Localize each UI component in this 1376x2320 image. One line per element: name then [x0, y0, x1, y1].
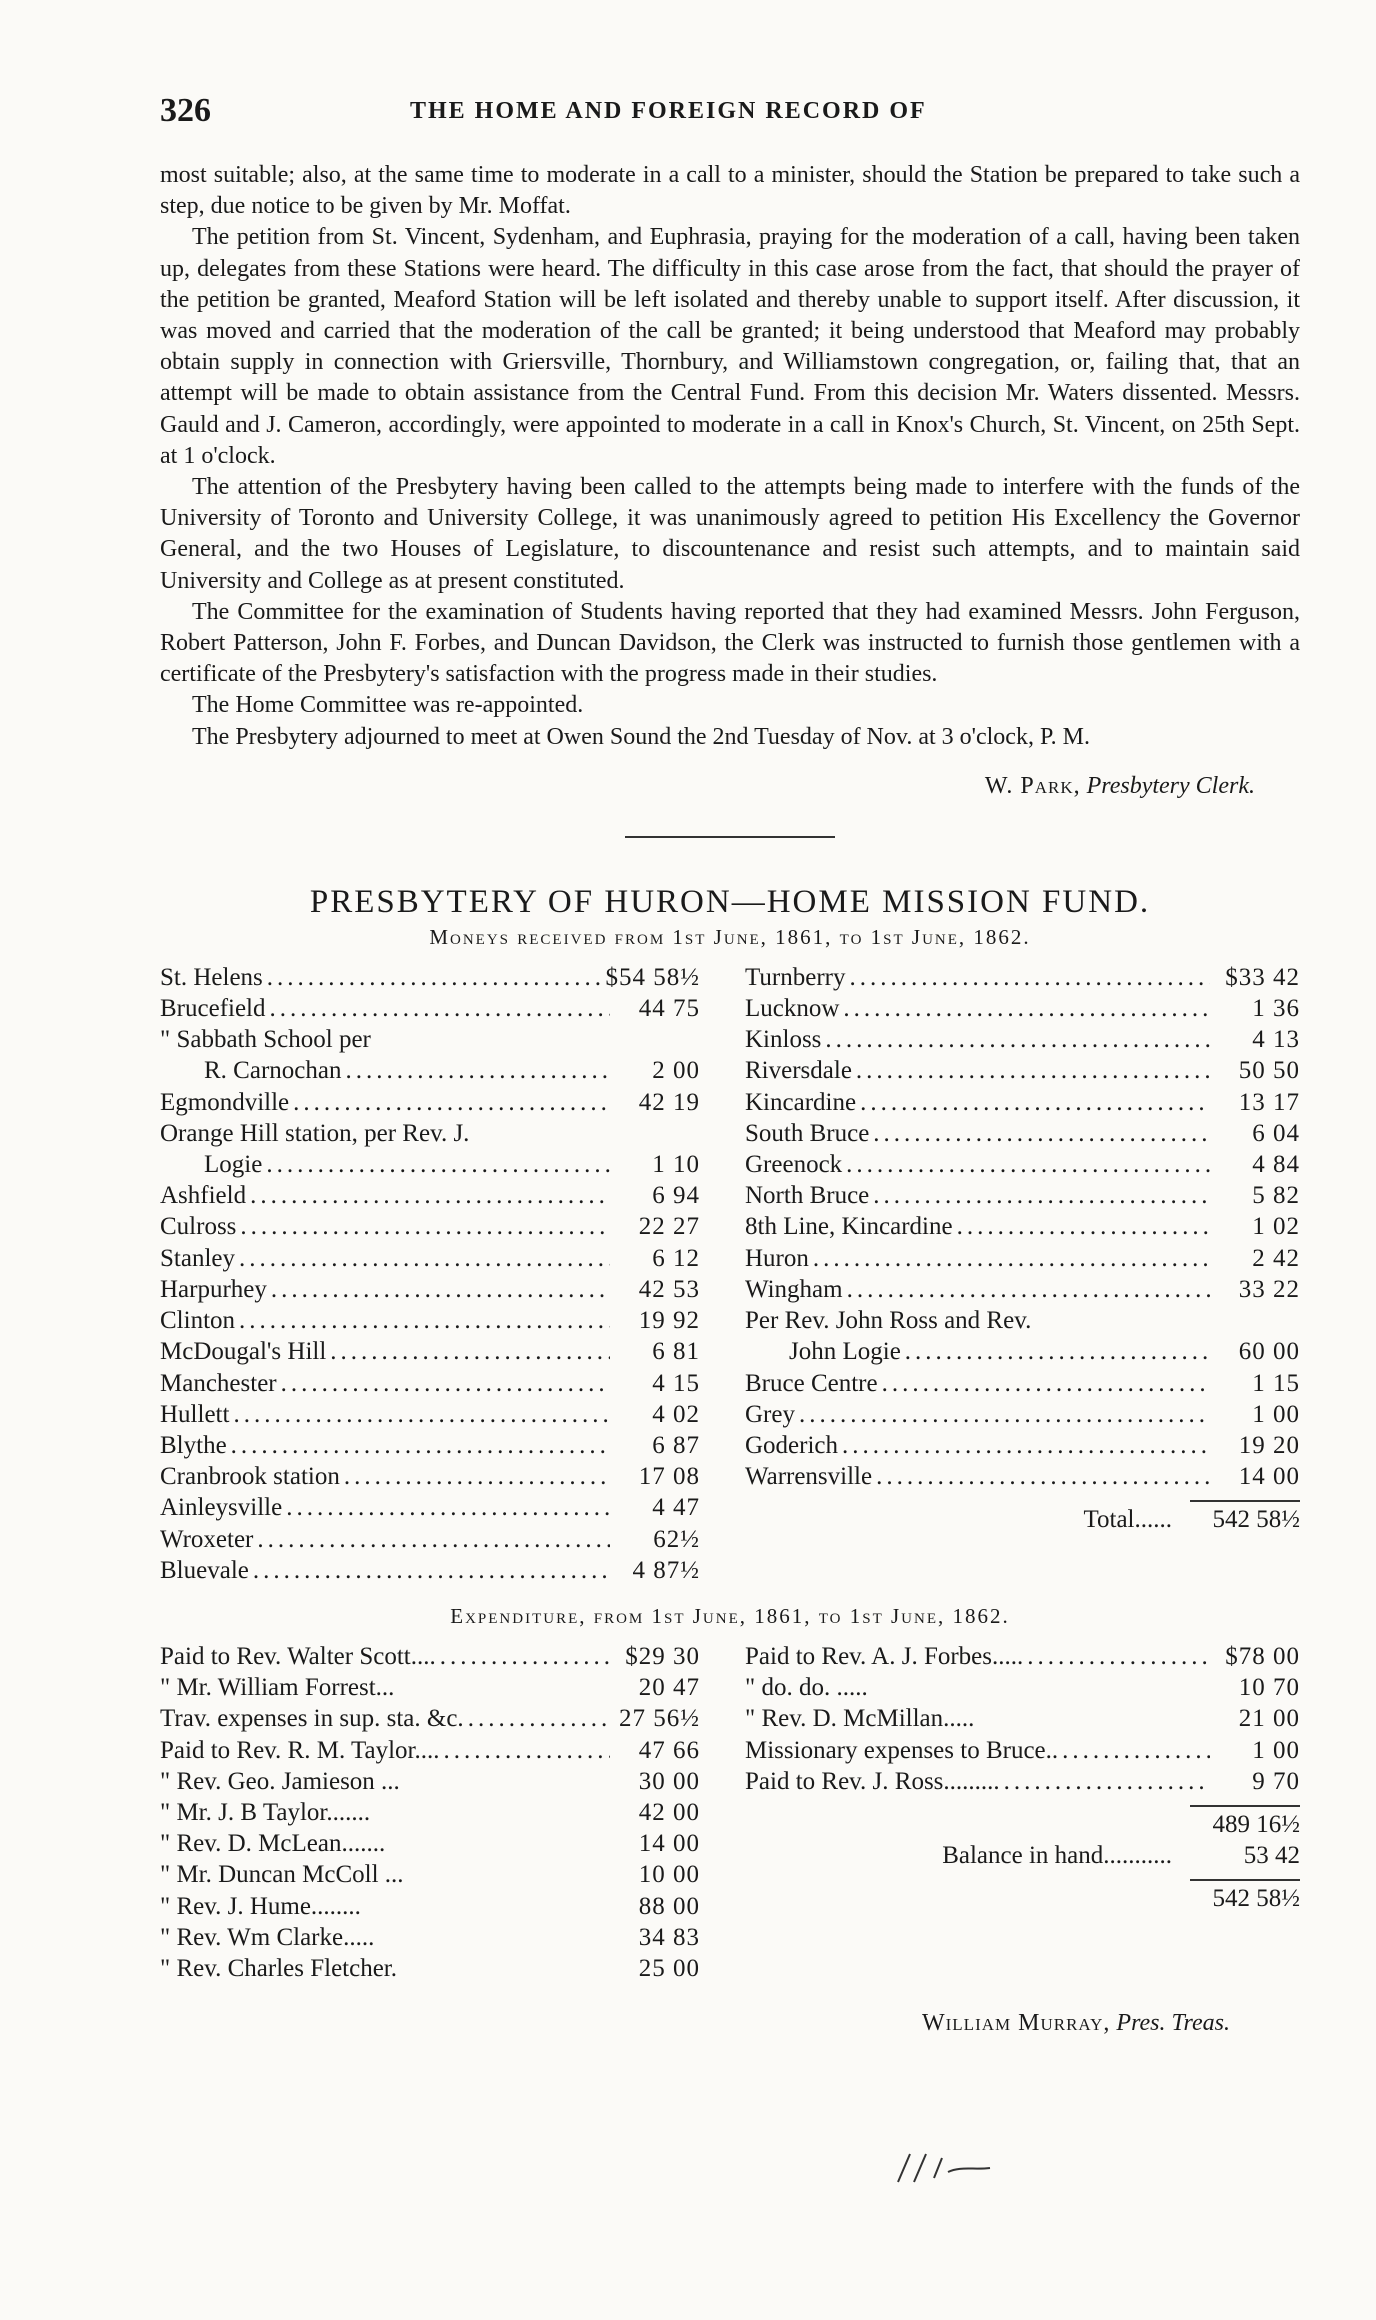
- expenditure-row: [745, 1766, 1300, 1797]
- entry-amount: 25 00: [638, 1954, 700, 1982]
- entry-name: " Mr. William Forrest...: [160, 1674, 395, 1702]
- entry-name: Riversdale: [745, 1057, 852, 1085]
- dot-leader: [233, 1399, 610, 1430]
- entry-name: Turnberry: [745, 963, 846, 991]
- entry-name: Per Rev. John Ross and Rev.: [745, 1307, 1032, 1335]
- entry-amount: 4 84: [1252, 1151, 1300, 1179]
- receipt-row: [745, 962, 1300, 993]
- entry-name: " Rev. J. Hume........: [160, 1892, 361, 1920]
- page: [160, 92, 1300, 2037]
- clerk-name: W. Park,: [984, 772, 1081, 799]
- entry-name: Ashfield: [160, 1182, 247, 1210]
- entry-amount: 47 66: [638, 1736, 700, 1764]
- receipt-row: [160, 1555, 700, 1586]
- entry-amount: 1 15: [1252, 1369, 1300, 1397]
- dot-leader: [860, 1087, 1210, 1118]
- total-label: Total......: [1083, 1506, 1172, 1534]
- entry-name: Grey: [745, 1400, 795, 1428]
- entry-amount: 22 27: [638, 1213, 700, 1241]
- entry-name: Wroxeter: [160, 1525, 254, 1553]
- entry-name: Paid to Rev. Walter Scott....: [160, 1642, 436, 1670]
- dot-leader: [873, 1180, 1210, 1211]
- dot-leader: [468, 1703, 610, 1734]
- clerk-title: Presbytery Clerk.: [1086, 772, 1255, 799]
- entry-name: Lucknow: [745, 995, 840, 1023]
- paragraph: The petition from St. Vincent, Sydenham, and Euphrasia, praying for the moderation of a call, having been taken up, delegates from these Stations were heard. The difficulty in this case arose from the fact, that should the prayer of the petition be granted, Meaford Station will be left isolated and thereby unable to support itself. After discussion, it was moved and carried that the moderation of the call be granted; it being understood that Meaford may probably obtain supply in connection with Griersville, Thornbury, and Williamstown congregation, or, failing that, that an attempt will be made to obtain assistance from the Central Fund. From this decision Mr. Waters dissented. Messrs. Gauld and J. Cameron, accordingly, were appointed to moderate in a call in Knox's Church, St. Vincent, on 25th Sept. at 1 o'clock.: [160, 224, 1300, 469]
- entry-name: Orange Hill station, per Rev. J.: [160, 1119, 470, 1147]
- paragraph: The Committee for the examination of Students having reported that they had examined Messrs. John Ferguson, Robert Patterson, John F. Forbes, and Duncan Davidson, the Clerk was instructed to furnish those gentlemen with a certificate of the Presbytery's satisfaction with the progress made in their studies.: [160, 598, 1300, 688]
- entry-name: " Rev. D. McLean.......: [160, 1830, 386, 1858]
- expenditure-row: [160, 1672, 700, 1703]
- expenditure-row: [160, 1953, 700, 1984]
- entry-name: Trav. expenses in sup. sta. &c.: [160, 1705, 464, 1733]
- entry-amount: 1 10: [652, 1151, 700, 1179]
- dot-leader: [856, 1055, 1210, 1086]
- entry-amount: 6 12: [652, 1244, 700, 1272]
- entry-amount: 42 53: [638, 1275, 700, 1303]
- expenditure-row: [160, 1641, 700, 1672]
- dot-leader: [239, 1243, 610, 1274]
- receipt-row: [160, 1524, 700, 1555]
- running-head: [160, 92, 1300, 146]
- entry-amount: 1 02: [1252, 1213, 1300, 1241]
- entry-name: Paid to Rev. A. J. Forbes.....: [745, 1642, 1024, 1670]
- entry-amount: 1 00: [1252, 1400, 1300, 1428]
- balance-label: Balance in hand...........: [942, 1842, 1172, 1870]
- dot-leader: [271, 1274, 610, 1305]
- receipt-row: [745, 1087, 1300, 1118]
- expenditure-total-row: [745, 1883, 1300, 1914]
- entry-amount: $54 58½: [605, 963, 700, 991]
- receipt-row: [745, 1305, 1300, 1336]
- receipt-row: [745, 1461, 1300, 1492]
- entry-amount: 6 81: [652, 1338, 700, 1366]
- entry-name: Blythe: [160, 1431, 227, 1459]
- entry-amount: 30 00: [638, 1767, 700, 1795]
- entry-name: Brucefield: [160, 995, 266, 1023]
- dot-leader: [847, 1274, 1210, 1305]
- receipt-row: [745, 1399, 1300, 1430]
- entry-amount: 17 08: [638, 1463, 700, 1491]
- receipt-row: [160, 1149, 700, 1180]
- entry-name: 8th Line, Kincardine: [745, 1213, 953, 1241]
- minutes-text: [160, 160, 1300, 753]
- entry-name: " Mr. J. B Taylor.......: [160, 1798, 371, 1826]
- receipt-row: [160, 1399, 700, 1430]
- entry-amount: 33 22: [1238, 1275, 1300, 1303]
- entry-name: Hullett: [160, 1400, 230, 1428]
- balance-amount: 53 42: [1243, 1842, 1300, 1870]
- receipt-row: [160, 1118, 700, 1149]
- treasurer-title: Pres. Treas.: [1116, 2010, 1230, 2037]
- balance-row: [745, 1840, 1300, 1871]
- entry-name: " Rev. Geo. Jamieson ...: [160, 1767, 400, 1795]
- entry-name: John Logie: [789, 1338, 901, 1366]
- receipt-row: [160, 1305, 700, 1336]
- entry-name: R. Carnochan: [204, 1057, 342, 1085]
- dot-leader: [882, 1368, 1210, 1399]
- entry-amount: 1 00: [1252, 1736, 1300, 1764]
- dot-leader: [905, 1336, 1210, 1367]
- entry-name: Kinloss: [745, 1026, 822, 1054]
- dot-leader: [846, 1149, 1210, 1180]
- expenditure-subtotal-row: [745, 1809, 1300, 1840]
- dot-leader: [876, 1461, 1210, 1492]
- entry-amount: 5 82: [1252, 1182, 1300, 1210]
- entry-name: Harpurhey: [160, 1275, 267, 1303]
- dot-leader: [240, 1211, 610, 1242]
- dot-leader: [440, 1641, 610, 1672]
- entry-amount: $29 30: [625, 1642, 700, 1670]
- entry-name: Missionary expenses to Bruce..: [745, 1736, 1059, 1764]
- entry-amount: 6 94: [652, 1182, 700, 1210]
- entry-amount: 4 15: [652, 1369, 700, 1397]
- entry-name: South Bruce: [745, 1119, 870, 1147]
- receipt-row: [745, 1211, 1300, 1242]
- entry-amount: 4 87½: [632, 1556, 700, 1584]
- receipt-row: [160, 1055, 700, 1086]
- paragraph: The Home Committee was re-appointed.: [192, 692, 584, 719]
- entry-name: Egmondville: [160, 1088, 290, 1116]
- entry-amount: 27 56½: [619, 1705, 700, 1733]
- entry-name: Ainleysville: [160, 1494, 283, 1522]
- entry-amount: 42 00: [638, 1798, 700, 1826]
- receipt-row: [160, 1274, 700, 1305]
- entry-amount: 88 00: [638, 1892, 700, 1920]
- dot-leader: [444, 1735, 610, 1766]
- dot-leader: [330, 1336, 610, 1367]
- dot-leader: [1004, 1766, 1210, 1797]
- dot-leader: [957, 1211, 1210, 1242]
- receipt-row: [745, 1243, 1300, 1274]
- total-amount: 542 58½: [1212, 1506, 1300, 1534]
- entry-name: Wingham: [745, 1275, 843, 1303]
- entry-name: Huron: [745, 1244, 809, 1272]
- expenditure-row: [160, 1766, 700, 1797]
- dot-leader: [266, 1149, 610, 1180]
- receipt-row: [160, 1368, 700, 1399]
- entry-name: " do. do. .....: [745, 1674, 868, 1702]
- entry-name: Logie: [204, 1151, 263, 1179]
- expenditure-row: [745, 1703, 1300, 1734]
- subtotal-amount: 489 16½: [1212, 1810, 1300, 1838]
- receipt-row: [160, 1024, 700, 1055]
- receipts-left-column: [160, 962, 700, 1586]
- entry-name: " Rev. D. McMillan.....: [745, 1705, 975, 1733]
- paragraph: most suitable; also, at the same time to moderate in a call to a minister, should the Station be prepared to take such a step, due notice to be given by Mr. Moffat.: [160, 162, 1300, 220]
- entry-amount: $33 42: [1225, 963, 1300, 991]
- entry-amount: 9 70: [1252, 1767, 1300, 1795]
- entry-amount: 50 50: [1238, 1057, 1300, 1085]
- receipts-total-row: [745, 1504, 1300, 1535]
- entry-amount: 14 00: [638, 1830, 700, 1858]
- expenditure-row: [745, 1735, 1300, 1766]
- dot-leader: [345, 1055, 610, 1086]
- entry-amount: 4 02: [652, 1400, 700, 1428]
- expenditure-table: [160, 1641, 1300, 1984]
- entry-amount: 14 00: [1238, 1463, 1300, 1491]
- dot-leader: [270, 993, 610, 1024]
- dot-leader: [344, 1461, 610, 1492]
- entry-name: Bluevale: [160, 1556, 249, 1584]
- dot-leader: [873, 1118, 1210, 1149]
- total-rule: [745, 1500, 1300, 1502]
- entry-name: St. Helens: [160, 963, 263, 991]
- entry-name: Warrensville: [745, 1463, 873, 1491]
- entry-name: " Rev. Wm Clarke.....: [160, 1923, 375, 1951]
- expenditure-row: [160, 1828, 700, 1859]
- entry-amount: 19 20: [1238, 1431, 1300, 1459]
- receipt-row: [160, 1243, 700, 1274]
- entry-name: North Bruce: [745, 1182, 870, 1210]
- dot-leader: [1027, 1641, 1210, 1672]
- expenditure-row: [160, 1797, 700, 1828]
- dot-leader: [239, 1305, 610, 1336]
- dot-leader: [293, 1087, 610, 1118]
- expenditure-row: [160, 1735, 700, 1766]
- entry-name: Stanley: [160, 1244, 235, 1272]
- dot-leader: [281, 1368, 610, 1399]
- dot-leader: [799, 1399, 1210, 1430]
- receipt-row: [160, 1336, 700, 1367]
- expenditure-left-column: [160, 1641, 700, 1984]
- entry-name: Manchester: [160, 1369, 277, 1397]
- receipt-row: [745, 1055, 1300, 1086]
- subtotal-rule: [745, 1805, 1300, 1807]
- entry-amount: 60 00: [1238, 1338, 1300, 1366]
- entry-amount: 2 42: [1252, 1244, 1300, 1272]
- receipt-row: [745, 1118, 1300, 1149]
- entry-amount: 10 70: [1238, 1674, 1300, 1702]
- expenditure-row: [745, 1641, 1300, 1672]
- expenditure-row: [160, 1922, 700, 1953]
- receipts-table: [160, 962, 1300, 1586]
- receipt-row: [745, 1024, 1300, 1055]
- entry-amount: 6 87: [652, 1431, 700, 1459]
- entry-name: Bruce Centre: [745, 1369, 878, 1397]
- entry-amount: 34 83: [638, 1923, 700, 1951]
- receipt-row: [160, 962, 700, 993]
- entry-amount: 19 92: [638, 1307, 700, 1335]
- entry-amount: 4 13: [1252, 1026, 1300, 1054]
- receipt-row: [745, 1430, 1300, 1461]
- receipt-row: [745, 1274, 1300, 1305]
- receipt-row: [160, 1180, 700, 1211]
- entry-name: Cranbrook station: [160, 1463, 340, 1491]
- dot-leader: [849, 962, 1210, 993]
- entry-name: Clinton: [160, 1307, 236, 1335]
- entry-amount: 6 04: [1252, 1119, 1300, 1147]
- receipt-row: [160, 1087, 700, 1118]
- grand-total-rule: [745, 1879, 1300, 1881]
- clerk-signature: [160, 773, 1300, 800]
- expenditure-row: [160, 1703, 700, 1734]
- entry-name: McDougal's Hill: [160, 1338, 327, 1366]
- dot-leader: [825, 1024, 1210, 1055]
- entry-amount: 13 17: [1238, 1088, 1300, 1116]
- entry-amount: 4 47: [652, 1494, 700, 1522]
- receipt-row: [160, 1211, 700, 1242]
- entry-amount: 62½: [653, 1525, 700, 1553]
- expenditure-heading: Expenditure, from 1st June, 1861, to 1st June, 1862.: [450, 1603, 1010, 1628]
- dot-leader: [813, 1243, 1210, 1274]
- entry-name: " Rev. Charles Fletcher.: [160, 1954, 397, 1982]
- dot-leader: [253, 1555, 610, 1586]
- dot-leader: [267, 962, 602, 993]
- entry-name: Culross: [160, 1213, 237, 1241]
- receipt-row: [745, 993, 1300, 1024]
- entry-amount: 1 36: [1252, 995, 1300, 1023]
- receipt-row: [160, 1492, 700, 1523]
- receipt-row: [160, 993, 700, 1024]
- entry-amount: 42 19: [638, 1088, 700, 1116]
- expenditure-total-amount: 542 58½: [1212, 1885, 1300, 1913]
- receipt-row: [745, 1368, 1300, 1399]
- treasurer-name: William Murray,: [921, 2010, 1111, 2037]
- entry-name: Paid to Rev. R. M. Taylor....: [160, 1736, 440, 1764]
- dot-leader: [231, 1430, 610, 1461]
- expenditure-row: [160, 1859, 700, 1890]
- receipt-row: [745, 1149, 1300, 1180]
- entry-name: Kincardine: [745, 1088, 857, 1116]
- paragraph: The attention of the Presbytery having been called to the attempts being made to interfere with the funds of the University of Toronto and University College, it was unanimously agreed to petition His Excellency the Governor General, and the two Houses of Legislature, to discountenance and resist such attempts, and to maintain said University and College as at present constituted.: [160, 474, 1300, 594]
- receipt-row: [745, 1180, 1300, 1211]
- treasurer-signature: [160, 2010, 1300, 2037]
- entry-name: " Mr. Duncan McColl ...: [160, 1861, 404, 1889]
- dot-leader: [286, 1492, 610, 1523]
- dot-leader: [257, 1524, 610, 1555]
- dot-leader: [250, 1180, 610, 1211]
- entry-name: " Sabbath School per: [160, 1026, 371, 1054]
- entry-amount: $78 00: [1225, 1642, 1300, 1670]
- entry-name: Goderich: [745, 1431, 839, 1459]
- page-number: 326: [160, 92, 211, 129]
- section-title: PRESBYTERY OF HURON—HOME MISSION FUND.: [309, 883, 1151, 920]
- expenditure-row: [745, 1672, 1300, 1703]
- receipt-row: [160, 1461, 700, 1492]
- expenditure-row: [160, 1891, 700, 1922]
- receipts-heading: Moneys received from 1st June, 1861, to 1st June, 1862.: [429, 924, 1031, 949]
- dot-leader: [843, 993, 1210, 1024]
- paragraph: The Presbytery adjourned to meet at Owen Sound the 2nd Tuesday of Nov. at 3 o'clock, P. M.: [192, 723, 1090, 750]
- section-divider: [625, 836, 835, 838]
- entry-amount: 2 00: [652, 1057, 700, 1085]
- handwritten-flourish: [890, 2148, 1010, 2188]
- receipt-row: [160, 1430, 700, 1461]
- dot-leader: [842, 1430, 1210, 1461]
- entry-amount: 10 00: [638, 1861, 700, 1889]
- running-title: THE HOME AND FOREIGN RECORD OF: [410, 98, 927, 124]
- entry-amount: 44 75: [638, 995, 700, 1023]
- expenditure-right-column: [745, 1641, 1300, 1984]
- entry-amount: 21 00: [1238, 1705, 1300, 1733]
- entry-name: Greenock: [745, 1151, 843, 1179]
- entry-name: Paid to Rev. J. Ross.........: [745, 1767, 1000, 1795]
- receipt-row: [745, 1336, 1300, 1367]
- dot-leader: [1062, 1735, 1210, 1766]
- entry-amount: 20 47: [638, 1674, 700, 1702]
- receipts-right-column: [745, 962, 1300, 1586]
